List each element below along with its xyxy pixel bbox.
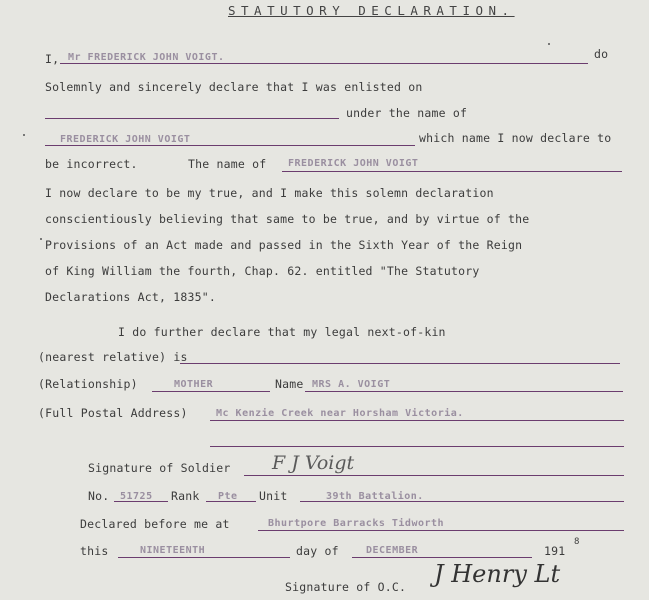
declared-before-label: Declared before me at xyxy=(80,517,230,531)
postal-address-line xyxy=(210,420,624,421)
declared-day-line xyxy=(118,557,290,558)
rank-label: Rank xyxy=(171,489,200,503)
service-number-line xyxy=(114,501,168,502)
paper-speck xyxy=(40,238,42,240)
next-of-kin-statement: I do further declare that my legal next-of-kin xyxy=(118,325,446,339)
kin-name-value: MRS A. VOIGT xyxy=(312,379,391,390)
this-label: this xyxy=(80,544,109,558)
declared-month: DECEMBER xyxy=(366,545,419,556)
day-of-label: day of xyxy=(296,544,339,558)
year-suffix: 8 xyxy=(574,537,580,547)
enlistment-date-line xyxy=(45,118,339,119)
paper-speck xyxy=(548,43,550,45)
true-name: FREDERICK JOHN VOIGT xyxy=(288,158,419,169)
unit-line xyxy=(300,501,624,502)
soldier-signature-line xyxy=(244,475,624,476)
body-line-3: Provisions of an Act made and passed in the Sixth Year of the Reign xyxy=(45,238,523,252)
relationship-value: MOTHER xyxy=(174,379,214,390)
relationship-label: (Relationship) xyxy=(38,377,138,391)
body-line-4: of King William the fourth, Chap. 62. entitled "The Statutory xyxy=(45,264,480,278)
year-prefix: 191 xyxy=(544,544,566,558)
declarant-name: Mr FREDERICK JOHN VOIGT. xyxy=(68,52,225,63)
declarant-prefix: I, xyxy=(45,52,60,66)
body-line-1: I now declare to be my true, and I make this solemn declaration xyxy=(45,186,494,200)
declarant-suffix: do xyxy=(594,47,609,61)
declared-month-line xyxy=(352,557,532,558)
enlisted-name-line xyxy=(45,145,415,146)
document-title: STATUTORY DECLARATION. xyxy=(228,3,515,18)
declarant-name-line xyxy=(60,63,588,64)
enlisted-statement: Solemnly and sincerely declare that I was enlisted on xyxy=(45,80,423,94)
oc-signature: J Henry Lt xyxy=(434,560,561,588)
postal-address-value: Mc Kenzie Creek near Horsham Victoria. xyxy=(216,408,464,419)
nearest-relative-line xyxy=(180,363,620,364)
kin-name-label: Name xyxy=(275,377,304,391)
postal-address-line-2 xyxy=(210,446,624,447)
incorrect-label: be incorrect. xyxy=(45,157,138,171)
soldier-signature-label: Signature of Soldier xyxy=(88,461,231,475)
declared-place-line xyxy=(258,530,624,531)
the-name-of-label: The name of xyxy=(188,157,267,171)
paper-speck xyxy=(23,134,25,136)
rank-value: Pte xyxy=(218,491,238,502)
declared-day: NINETEENTH xyxy=(140,545,206,556)
body-line-2: conscientiously believing that same to be true, and by virtue of the xyxy=(45,212,530,226)
declared-place: Bhurtpore Barracks Tidworth xyxy=(268,518,445,529)
unit-label: Unit xyxy=(259,489,288,503)
oc-signature-label: Signature of O.C. xyxy=(285,580,407,594)
postal-address-label: (Full Postal Address) xyxy=(38,406,188,420)
service-number-label: No. xyxy=(88,489,110,503)
service-number: 51725 xyxy=(120,491,153,502)
incorrect-name-statement: which name I now declare to xyxy=(419,131,612,145)
under-name-label: under the name of xyxy=(346,106,468,120)
soldier-signature: F J Voigt xyxy=(272,452,355,474)
unit-value: 39th Battalion. xyxy=(326,491,424,502)
enlisted-name: FREDERICK JOHN VOIGT xyxy=(60,134,191,145)
relationship-line xyxy=(152,391,270,392)
body-line-5: Declarations Act, 1835". xyxy=(45,290,216,304)
nearest-relative-label: (nearest relative) is xyxy=(38,350,188,364)
true-name-line xyxy=(282,171,622,172)
rank-line xyxy=(206,501,256,502)
kin-name-line xyxy=(305,391,623,392)
